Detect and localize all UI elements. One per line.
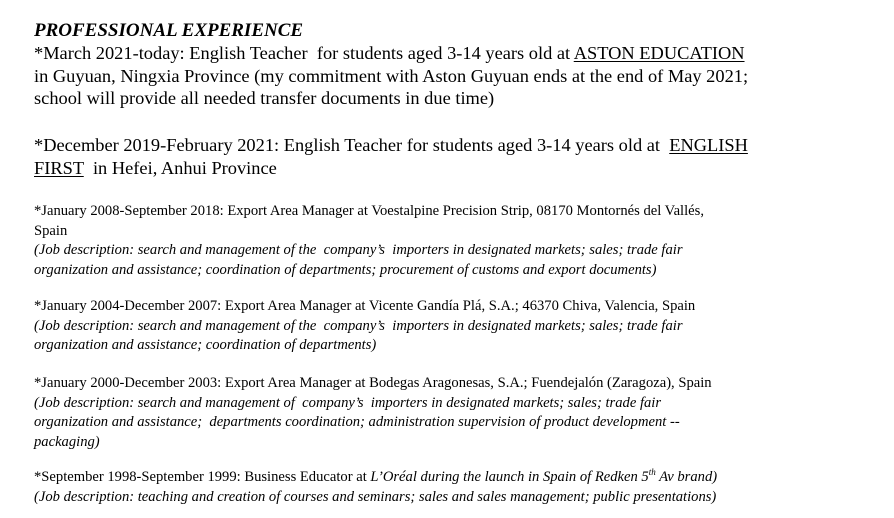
entry-text: in Hefei, Anhui Province <box>83 157 277 178</box>
entry-text: *December 2019-February 2021: English Teacher for students aged 3-14 years old at <box>34 135 670 155</box>
job-description-line: (Job description: search and management of the company’s importers in designated markets; sales; trade fair <box>34 242 683 258</box>
entry-line: in Guyuan, Ningxia Province (my commitment with Aston Guyuan ends at the end of May 2021; <box>34 65 749 86</box>
entry-line <box>34 134 748 157</box>
employer-link-aston-education: ASTON EDUCATION <box>573 43 745 63</box>
entry-text: *September 1998-September 1999: Business Educator at <box>34 469 371 485</box>
entry-line <box>34 468 717 488</box>
employer-link-first: FIRST <box>34 157 84 178</box>
employer-link-english: ENGLISH <box>669 135 748 155</box>
entry-line: *January 2008-September 2018: Export Area Manager at Voestalpine Precision Strip, 08170 Montornés del Vallés, <box>34 203 704 219</box>
entry-line <box>34 42 748 65</box>
entry-line: *January 2000-December 2003: Export Area Manager at Bodegas Aragonesas, S.A.; Fuendejalón (Zaragoza), Spain <box>34 375 712 391</box>
job-description-line: packaging) <box>34 433 100 450</box>
experience-entry-vicente-gandia <box>34 297 695 356</box>
entry-line: *January 2004-December 2007: Export Area Manager at Vicente Gandía Plá, S.A.; 46370 Chiva, Valencia, Spain <box>34 298 696 314</box>
job-description-line: organization and assistance; coordination of departments) <box>34 337 377 353</box>
entry-text-italic: L’Oréal during the launch in Spain of Redken 5 <box>370 469 649 485</box>
job-description-line: organization and assistance; departments coordination; administration supervision of product development -- <box>34 414 680 430</box>
section-title: PROFESSIONAL EXPERIENCE <box>34 20 304 41</box>
experience-entry-voestalpine <box>34 202 704 280</box>
superscript: th <box>648 467 656 478</box>
experience-entry-english-first <box>34 134 748 179</box>
job-description-line: (Job description: search and management of the company’s importers in designated markets; sales; trade fair <box>34 317 683 334</box>
job-description-line: (Job description: teaching and creation of courses and seminars; sales and sales management; public presentations) <box>34 488 717 505</box>
job-description-line: (Job description: search and management of company’s importers in designated markets; sales; trade fair <box>34 394 662 411</box>
experience-entry-loreal <box>34 468 717 507</box>
entry-text: *March 2021-today: English Teacher for students aged 3-14 years old at <box>34 43 574 63</box>
entry-text-italic: Av brand) <box>655 469 718 485</box>
experience-entry-bodegas-aragonesas <box>34 374 712 452</box>
entry-line: school will provide all needed transfer documents in due time) <box>34 88 495 108</box>
entry-line <box>34 157 748 180</box>
experience-entry-aston <box>34 42 748 110</box>
entry-line: Spain <box>34 222 68 239</box>
job-description-line: organization and assistance; coordination of departments; procurement of customs and export documents) <box>34 261 657 278</box>
